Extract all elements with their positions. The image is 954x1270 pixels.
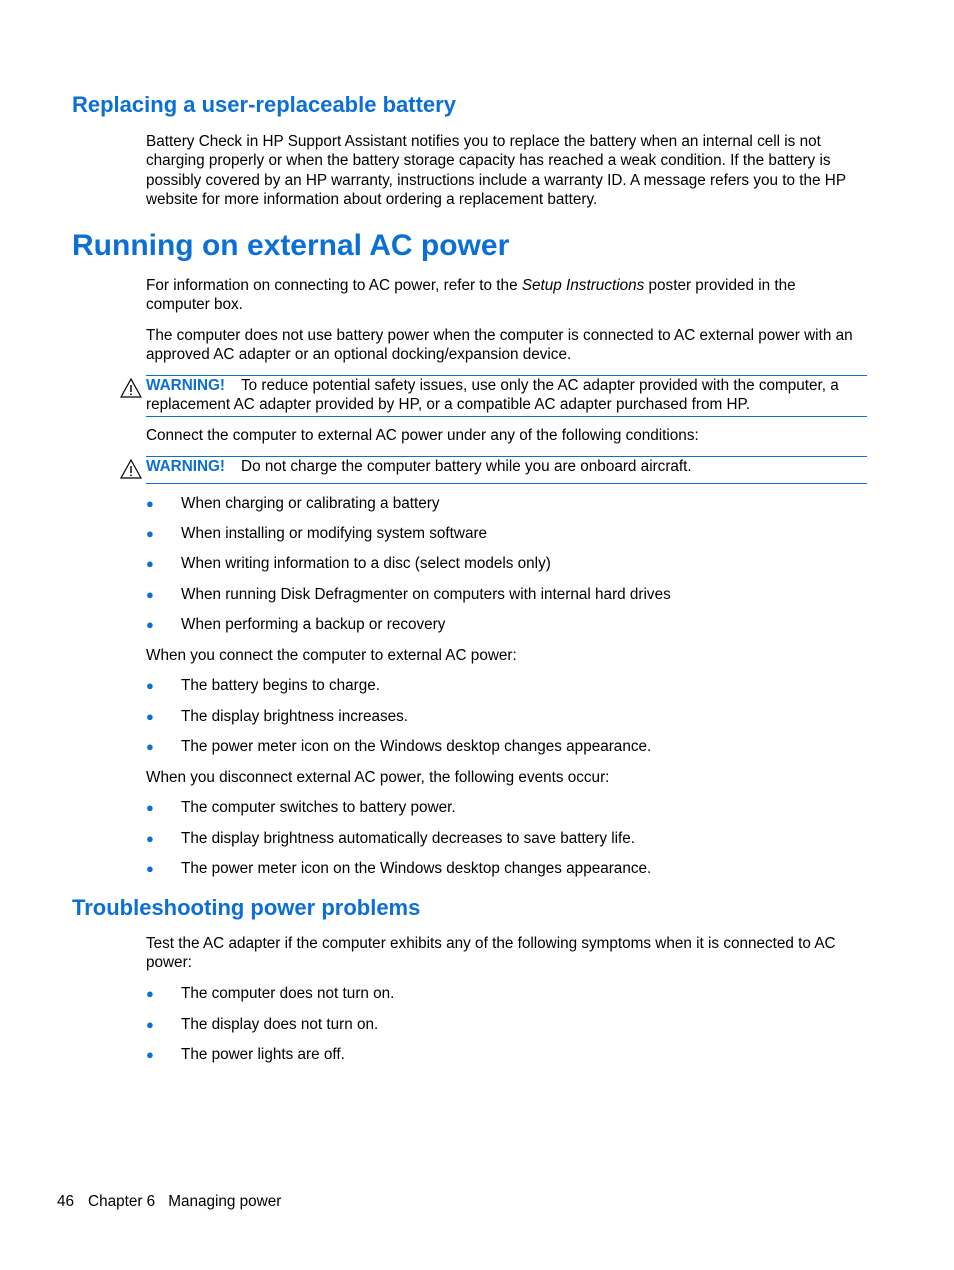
- setup-instructions-title: Setup Instructions: [521, 277, 645, 294]
- section-heading-replacing-battery: Replacing a user-replaceable battery: [72, 92, 456, 117]
- warning1-text: To reduce potential safety issues, use only the AC adapter provided with the computer, a replacement AC adapter provided by HP, or a compatible AC adapter purchased from HP.: [146, 377, 839, 414]
- list-item-text: When performing a backup or recovery: [181, 616, 446, 633]
- bullet-icon: ●: [146, 496, 154, 511]
- page-number: 46: [57, 1193, 75, 1210]
- ac-intro-after: poster provided in the computer box.: [146, 277, 796, 314]
- bullet-icon: ●: [146, 1017, 154, 1032]
- warning2-bottom-rule: [146, 483, 867, 484]
- bullet-icon: ●: [146, 617, 154, 632]
- warning-triangle-icon: [120, 459, 142, 479]
- section-heading-troubleshooting: Troubleshooting power problems: [72, 895, 421, 920]
- bullet-icon: ●: [146, 739, 154, 754]
- list-item-text: The display brightness increases.: [181, 708, 409, 725]
- bullet-icon: ●: [146, 861, 154, 876]
- list-item-text: The power meter icon on the Windows desktop changes appearance.: [181, 738, 652, 755]
- bullet-icon: ●: [146, 587, 154, 602]
- list-item-text: The display brightness automatically decreases to save battery life.: [181, 830, 636, 847]
- warning1-label: WARNING!: [146, 377, 226, 394]
- list-item-text: The computer switches to battery power.: [181, 799, 456, 816]
- list-item-text: The computer does not turn on.: [181, 985, 395, 1002]
- ac-intro-paragraph: [146, 276, 858, 315]
- bullet-icon: ●: [146, 1047, 154, 1062]
- disconnect-intro: When you disconnect external AC power, the following events occur:: [146, 769, 610, 786]
- warning2-block: [146, 457, 692, 476]
- ac-intro-before: For information on connecting to AC power, refer to the: [146, 277, 522, 294]
- bullet-icon: ●: [146, 986, 154, 1001]
- bullet-icon: ●: [146, 831, 154, 846]
- list-item-text: The power lights are off.: [181, 1046, 345, 1063]
- bullet-icon: ●: [146, 678, 154, 693]
- list-item-text: The display does not turn on.: [181, 1016, 379, 1033]
- replacing-battery-paragraph: Battery Check in HP Support Assistant notifies you to replace the battery when an internal cell is not charging properly or when the battery storage capacity has reached a weak condition. If the battery is possibly covered by an HP warranty, instructions include a warranty ID. A message refers you to the HP website for more information about ordering a replacement battery.: [146, 133, 846, 209]
- bullet-icon: ●: [146, 709, 154, 724]
- list-item-text: The power meter icon on the Windows desktop changes appearance.: [181, 860, 652, 877]
- connect-intro: When you connect the computer to external AC power:: [146, 647, 517, 664]
- list-item-text: When running Disk Defragmenter on computers with internal hard drives: [181, 586, 671, 603]
- ac-battery-paragraph: The computer does not use battery power when the computer is connected to AC external power with an approved AC adapter or an optional docking/expansion device.: [146, 327, 853, 364]
- warning2-text: Do not charge the computer battery while you are onboard aircraft.: [241, 458, 692, 475]
- list-item-text: When charging or calibrating a battery: [181, 495, 440, 512]
- list-item-text: When writing information to a disc (select models only): [181, 555, 551, 572]
- list-item-text: When installing or modifying system software: [181, 525, 488, 542]
- bullet-icon: ●: [146, 526, 154, 541]
- warning1-block: [146, 376, 868, 415]
- warning-triangle-icon: [120, 378, 142, 398]
- bullet-icon: ●: [146, 800, 154, 815]
- list-item-text: The battery begins to charge.: [181, 677, 380, 694]
- page-footer: [57, 1192, 281, 1211]
- footer-chapter-title: Managing power: [168, 1193, 282, 1210]
- troubleshooting-paragraph: Test the AC adapter if the computer exhibits any of the following symptoms when it is connected to AC power:: [146, 935, 836, 972]
- conditions-intro: Connect the computer to external AC power under any of the following conditions:: [146, 427, 699, 444]
- warning1-bottom-rule: [146, 416, 867, 417]
- bullet-icon: ●: [146, 556, 154, 571]
- warning2-label: WARNING!: [146, 458, 226, 475]
- footer-chapter: Chapter 6: [88, 1193, 156, 1210]
- page-title-running-on-ac: Running on external AC power: [72, 229, 510, 262]
